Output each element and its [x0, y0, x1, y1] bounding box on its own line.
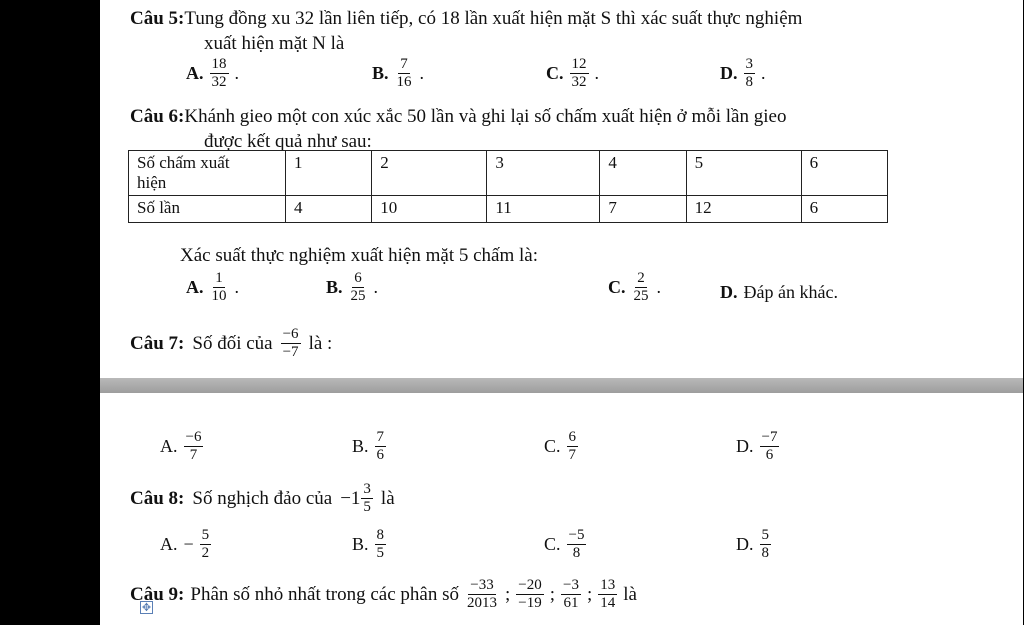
table-cell: 6 [801, 196, 887, 223]
question-7-option-c[interactable]: C. 6 7 [544, 429, 577, 463]
question-7-option-d[interactable]: D. −7 6 [736, 429, 778, 463]
question-8-text: Số nghịch đảo của [192, 487, 333, 509]
question-6-option-c[interactable]: C. 2 25 . [608, 270, 661, 304]
table-cell: 2 [372, 151, 487, 196]
question-7-option-a[interactable]: A. −6 7 [160, 429, 202, 463]
fraction: 8 5 [376, 527, 385, 561]
fraction: −3 61 [563, 577, 579, 611]
fraction: 18 32 [211, 56, 227, 90]
question-7-option-b[interactable]: B. 7 6 [352, 429, 385, 463]
question-8-option-b[interactable]: B. 8 5 [352, 527, 385, 561]
table-cell: 6 [801, 151, 887, 196]
question-5-option-c[interactable]: C. 12 32 . [546, 56, 599, 90]
question-6-option-d[interactable]: D. Đáp án khác. [720, 282, 838, 302]
fraction: $\frac{5}{2}$ [201, 527, 210, 561]
question-5-label: Câu 5: [130, 8, 185, 29]
question-8-option-c[interactable]: C. −5 8 [544, 527, 585, 561]
question-7 [130, 326, 332, 361]
table-row [129, 151, 888, 196]
document-page-1 [100, 0, 1023, 378]
table-header-cell: Số lần [129, 196, 286, 223]
fraction: 3 8 [745, 56, 753, 90]
table-move-handle-icon[interactable]: ✥ [141, 601, 152, 614]
question-6-text-line1: Khánh gieo một con xúc xắc 50 lần và ghi lại số chấm xuất hiện ở mỗi lần gieo [184, 106, 787, 127]
table-cell: 4 [600, 151, 686, 196]
mixed-number: −1 3 5 [340, 481, 371, 515]
question-8-label: Câu 8: [130, 487, 185, 509]
fraction: 12 32 [571, 56, 587, 90]
question-5-option-a[interactable]: A. 18 32 . [186, 56, 239, 90]
fraction: 5 8 [761, 527, 769, 561]
question-8-option-a[interactable]: A. − $\frac{5}{2}$ [160, 527, 210, 561]
fraction: 6 7 [568, 429, 577, 463]
table-row [129, 196, 888, 223]
question-9-tail: là [623, 583, 637, 605]
fraction: −20 −19 [518, 577, 542, 611]
question-6-option-a[interactable]: A. 1 10 . [186, 270, 239, 304]
question-7-label: Câu 7: [130, 332, 185, 354]
table-cell: 5 [686, 151, 801, 196]
question-6 [130, 106, 786, 128]
table-cell: 7 [600, 196, 686, 223]
question-5-text-line1: Tung đồng xu 32 lần liên tiếp, có 18 lần xuất hiện mặt S thì xác suất thực nghiệm [184, 8, 803, 29]
question-6-text-line2: được kết quả như sau: [204, 131, 372, 152]
page-separator [100, 378, 1023, 393]
table-header-cell: Số chấm xuất hiện [129, 151, 286, 196]
question-8-option-d[interactable]: D. 5 8 [736, 527, 769, 561]
table-cell: 12 [686, 196, 801, 223]
question-5-option-d[interactable]: D. 3 8 . [720, 56, 766, 90]
fraction: −33 2013 [466, 577, 497, 611]
fraction: 7 6 [376, 429, 385, 463]
question-7-tail: là : [308, 332, 333, 354]
fraction: 6 25 [350, 270, 366, 304]
table-cell: 1 [286, 151, 372, 196]
question-8-tail: là [380, 487, 395, 509]
question-5 [130, 8, 802, 30]
question-5-text-line2: xuất hiện mặt N là [204, 33, 345, 54]
question-9: Câu 9: Phân số nhỏ nhất trong các phân số −33 2013 ; −20 −19 ; −3 61 ; 13 14 là [130, 577, 637, 611]
question-6-option-b[interactable]: B. 6 25 . [326, 270, 379, 304]
fraction: −5 8 [568, 527, 585, 561]
fraction: −6 7 [185, 429, 202, 463]
question-9-label: Câu 9: [130, 583, 185, 605]
question-6-label: Câu 6: [130, 106, 185, 127]
question-6-prompt: Xác suất thực nghiệm xuất hiện mặt 5 chấm là: [180, 245, 538, 266]
table-cell: 4 [286, 196, 372, 223]
fraction: 13 14 [600, 577, 616, 611]
table-cell: 10 [372, 196, 487, 223]
table-cell: 11 [487, 196, 600, 223]
question-9-text: Phân số nhỏ nhất trong các phân số [190, 583, 459, 605]
fraction: 2 25 [633, 270, 649, 304]
question-8 [130, 481, 395, 516]
table-cell: 3 [487, 151, 600, 196]
results-table [128, 150, 888, 223]
document-page-2 [100, 393, 1023, 625]
question-7-text: Số đối của [192, 332, 273, 354]
fraction: −6 −7 [282, 326, 299, 360]
fraction: 7 16 [396, 56, 412, 90]
question-5-option-b[interactable]: B. 7 16 . [372, 56, 425, 90]
fraction: 1 10 [211, 270, 227, 304]
fraction: −7 6 [761, 429, 778, 463]
